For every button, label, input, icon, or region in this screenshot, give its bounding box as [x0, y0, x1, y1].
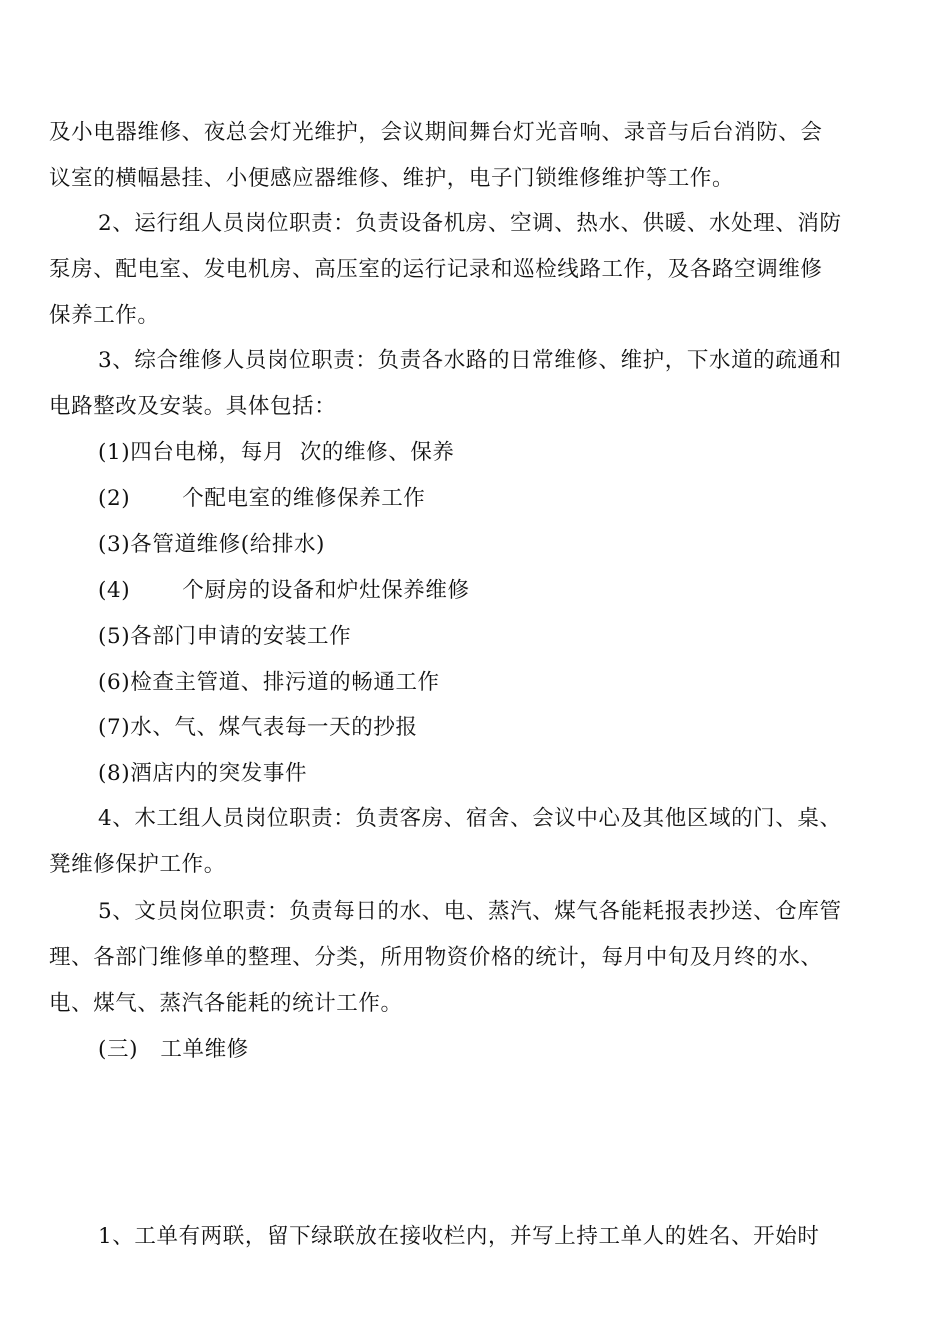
- text-line-16: 4、木工组人员岗位职责：负责客房、宿舍、会议中心及其他区域的门、桌、: [98, 806, 842, 831]
- text-line-5: 保养工作。: [49, 303, 160, 328]
- text-line-3: 2、运行组人员岗位职责：负责设备机房、空调、热水、供暖、水处理、消防: [98, 211, 842, 236]
- list-item-2: (2) 个配电室的维修保养工作: [98, 486, 426, 511]
- text-line-22: 1、工单有两联，留下绿联放在接收栏内，并写上持工单人的姓名、开始时: [98, 1224, 820, 1249]
- list-item-1: (1)四台电梯，每月 次的维修、保养: [98, 440, 455, 465]
- text-line-19: 理、各部门维修单的整理、分类，所用物资价格的统计，每月中旬及月终的水、: [49, 945, 823, 970]
- text-line-17: 凳维修保护工作。: [49, 852, 226, 877]
- text-line-20: 电、煤气、蒸汽各能耗的统计工作。: [49, 991, 403, 1016]
- list-item-6: (6)检查主管道、排污道的畅通工作: [98, 670, 440, 695]
- list-item-4: (4) 个厨房的设备和炉灶保养维修: [98, 578, 470, 603]
- text-line-6: 3、综合维修人员岗位职责：负责各水路的日常维修、维护，下水道的疏通和: [98, 348, 842, 373]
- list-item-7: (7)水、气、煤气表每一天的抄报: [98, 715, 418, 740]
- list-item-3: (3)各管道维修(给排水): [98, 532, 326, 557]
- section-heading: (三) 工单维修: [98, 1037, 249, 1062]
- list-item-5: (5)各部门申请的安装工作: [98, 624, 352, 649]
- text-line-4: 泵房、配电室、发电机房、高压室的运行记录和巡检线路工作，及各路空调维修: [49, 257, 823, 282]
- text-line-1: 及小电器维修、夜总会灯光维护，会议期间舞台灯光音响、录音与后台消防、会: [49, 120, 823, 145]
- text-line-7: 电路整改及安装。具体包括：: [49, 394, 337, 419]
- text-line-18: 5、文员岗位职责：负责每日的水、电、蒸汽、煤气各能耗报表抄送、仓库管: [98, 899, 842, 924]
- text-line-2: 议室的横幅悬挂、小便感应器维修、维护，电子门锁维修维护等工作。: [49, 166, 735, 191]
- list-item-8: (8)酒店内的突发事件: [98, 761, 308, 786]
